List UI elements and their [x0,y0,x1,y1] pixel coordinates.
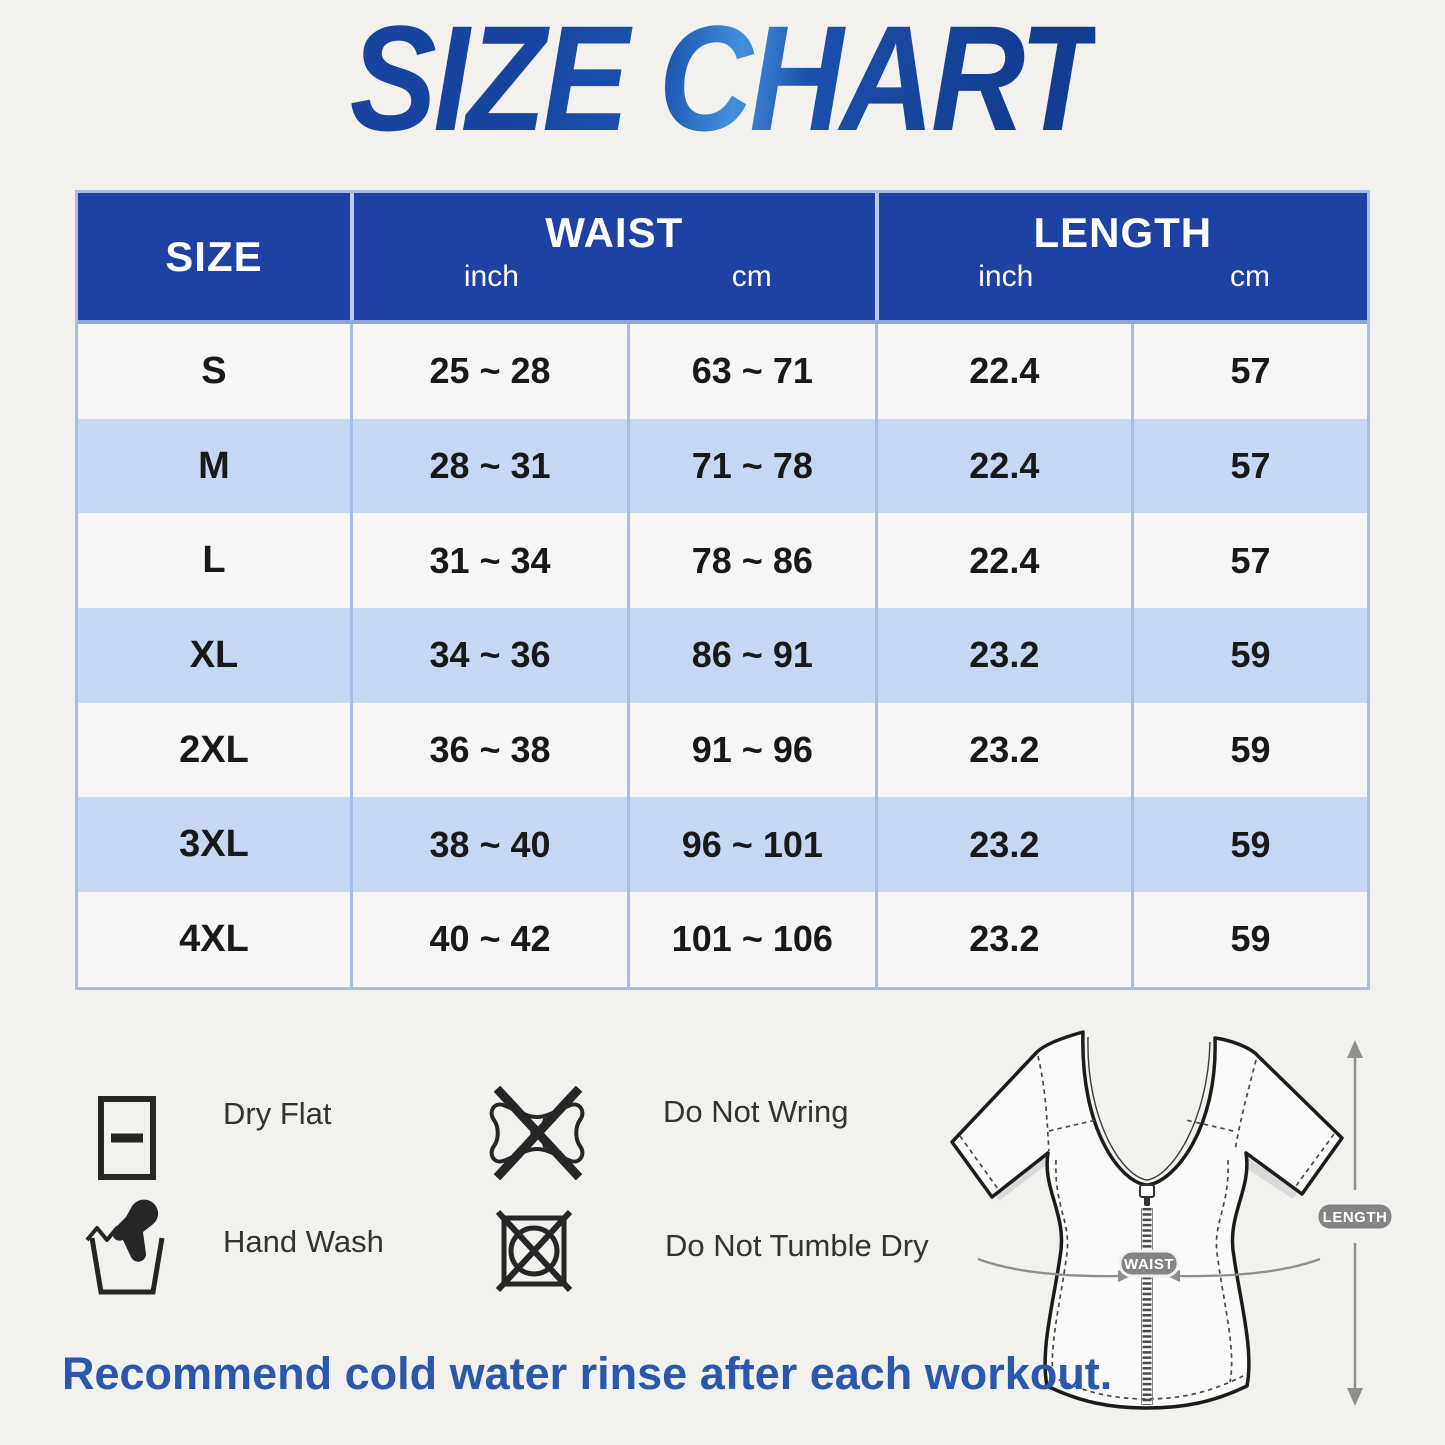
waist-badge-label: WAIST [1124,1256,1174,1273]
waist-unit-inch: inch [463,260,519,293]
length-cm-cell: 57 [1131,513,1367,608]
header-length: LENGTH [1033,209,1213,256]
waist-cm-cell: 63 ~ 71 [627,324,874,419]
header-size: SIZE [165,232,263,280]
table-row [78,797,1367,892]
length-cm-cell: 59 [1131,608,1367,703]
do-not-wring-icon [484,1086,590,1180]
waist-cm-cell: 71 ~ 78 [627,419,874,514]
length-cm-cell: 59 [1131,892,1367,987]
header-waist-units [354,259,875,295]
length-cm-cell: 57 [1131,324,1367,419]
waist-inch-cell: 31 ~ 34 [350,513,627,608]
size-cell: M [198,444,230,487]
do-not-wring-label: Do Not Wring [663,1094,849,1129]
table-row [78,892,1367,987]
waist-unit-cm: cm [731,260,772,293]
table-row [78,419,1367,514]
header-length-group [875,193,1367,320]
length-unit-inch: inch [978,260,1034,293]
waist-cm-cell: 86 ~ 91 [627,608,874,703]
size-cell: 3XL [179,823,249,866]
dry-flat-label: Dry Flat [223,1096,332,1131]
length-cm-cell: 59 [1131,703,1367,798]
length-inch-cell: 22.4 [875,419,1132,514]
table-row [78,513,1367,608]
waist-inch-cell: 40 ~ 42 [350,892,627,987]
length-inch-cell: 23.2 [875,797,1132,892]
hand-wash-label: Hand Wash [223,1224,384,1259]
header-waist: WAIST [545,209,684,256]
table-row [78,324,1367,419]
size-cell: L [202,539,226,582]
waist-cm-cell: 78 ~ 86 [627,513,874,608]
dry-flat-icon [98,1096,156,1180]
length-badge-label: LENGTH [1322,1209,1388,1226]
length-inch-cell: 23.2 [875,892,1132,987]
waist-inch-cell: 38 ~ 40 [350,797,627,892]
waist-cm-cell: 91 ~ 96 [627,703,874,798]
header-waist-group [350,193,875,320]
length-unit-cm: cm [1229,260,1270,293]
waist-inch-cell: 36 ~ 38 [350,703,627,798]
waist-inch-cell: 25 ~ 28 [350,324,627,419]
table-header [78,193,1367,324]
length-cm-cell: 59 [1131,797,1367,892]
length-inch-cell: 23.2 [875,608,1132,703]
do-not-tumble-dry-label: Do Not Tumble Dry [665,1228,929,1263]
size-cell: S [201,349,227,392]
header-length-units [879,259,1367,295]
waist-inch-cell: 34 ~ 36 [350,608,627,703]
length-inch-cell: 23.2 [875,703,1132,798]
table-row [78,703,1367,798]
zipper-slider [1140,1185,1154,1197]
size-cell: 4XL [179,917,249,960]
waist-cm-cell: 101 ~ 106 [627,892,874,987]
waist-inch-cell: 28 ~ 31 [350,419,627,514]
size-table [75,190,1370,990]
title-wrap [0,0,1445,162]
length-cm-cell: 57 [1131,419,1367,514]
length-inch-cell: 22.4 [875,513,1132,608]
length-inch-cell: 22.4 [875,324,1132,419]
size-cell: 2XL [179,728,249,771]
waist-cm-cell: 96 ~ 101 [627,797,874,892]
page-title: SIZE CHART [349,0,1096,162]
size-cell: XL [189,633,239,676]
hand-wash-icon [84,1196,174,1300]
footer-note: Recommend cold water rinse after each workout. [62,1348,1113,1399]
do-not-tumble-dry-icon [494,1208,574,1294]
table-row [78,608,1367,703]
table-body [78,324,1367,987]
